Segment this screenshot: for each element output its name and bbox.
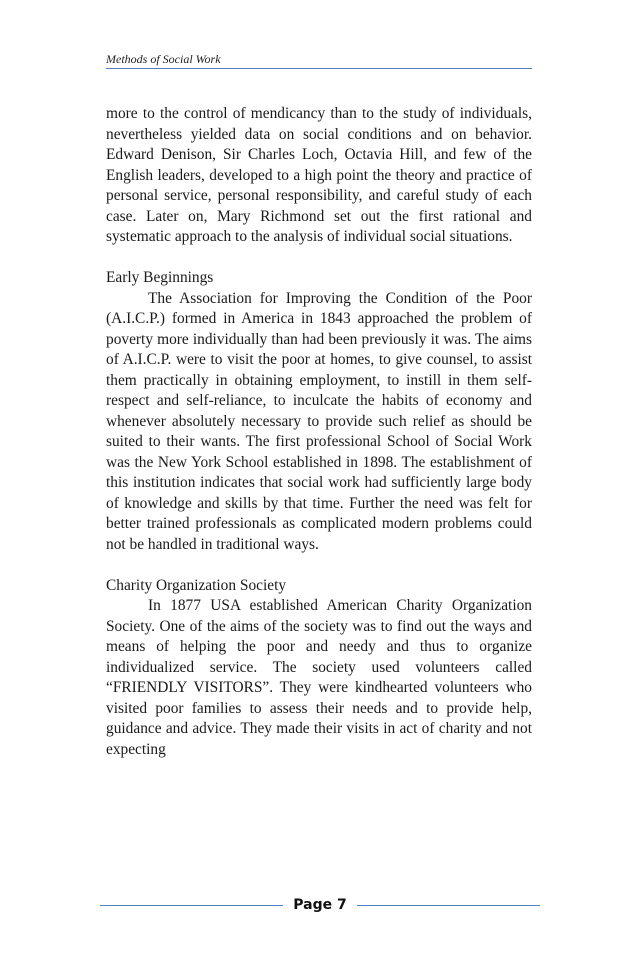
section-paragraph-early-beginnings: The Association for Improving the Condition of the Poor (A.I.C.P.) formed in America in 1843 approached the problem of poverty more individually than had been previously it was. The aims of A.I.C.P. were to visit the poor at homes, to give counsel, to assist them practically in obtaining employment, to instill in them self-respect and self-reliance, to inculcate the habits of economy and whenever absolutely necessary to provide such relief as should be suited to their wants. The first professional School of Social Work was the New York School established in 1898. The establishment of this institution indicates that social work had sufficiently large body of knowledge and skills by that time. Further the need was felt for better trained professionals as complicated modern problems could not be handled in traditional ways. [106,289,532,553]
section-paragraph-charity-organization-society: In 1877 USA established American Charity Organization Society. One of the aims of the society was to find out the ways and means of helping the poor and needy and thus to organize individualized service. The society used volunteers called “FRIENDLY VISITORS”. They were kindhearted volunteers who visited poor families to assess their needs and to provide help, guidance and advice. They made their visits in act of charity and not expecting [106,597,532,758]
running-header [106,52,532,69]
page-body [106,104,532,760]
running-title: Methods of Social Work [106,52,221,66]
page-footer [100,893,540,917]
footer-rule-left [100,905,283,906]
page-number: Page 7 [293,897,347,913]
section-heading-charity-organization-society: Charity Organization Society [106,576,287,594]
intro-paragraph: more to the control of mendicancy than to the study of individuals, nevertheless yielded data on social conditions and on behavior. Edward Denison, Sir Charles Loch, Octavia Hill, and few of the English leaders, developed to a high point the theory and practice of personal service, personal responsibility, and careful study of each case. Later on, Mary Richmond set out the first rational and systematic approach to the analysis of individual social situations. [106,105,532,245]
section-heading-early-beginnings: Early Beginnings [106,269,214,286]
footer-rule-right [357,905,540,906]
